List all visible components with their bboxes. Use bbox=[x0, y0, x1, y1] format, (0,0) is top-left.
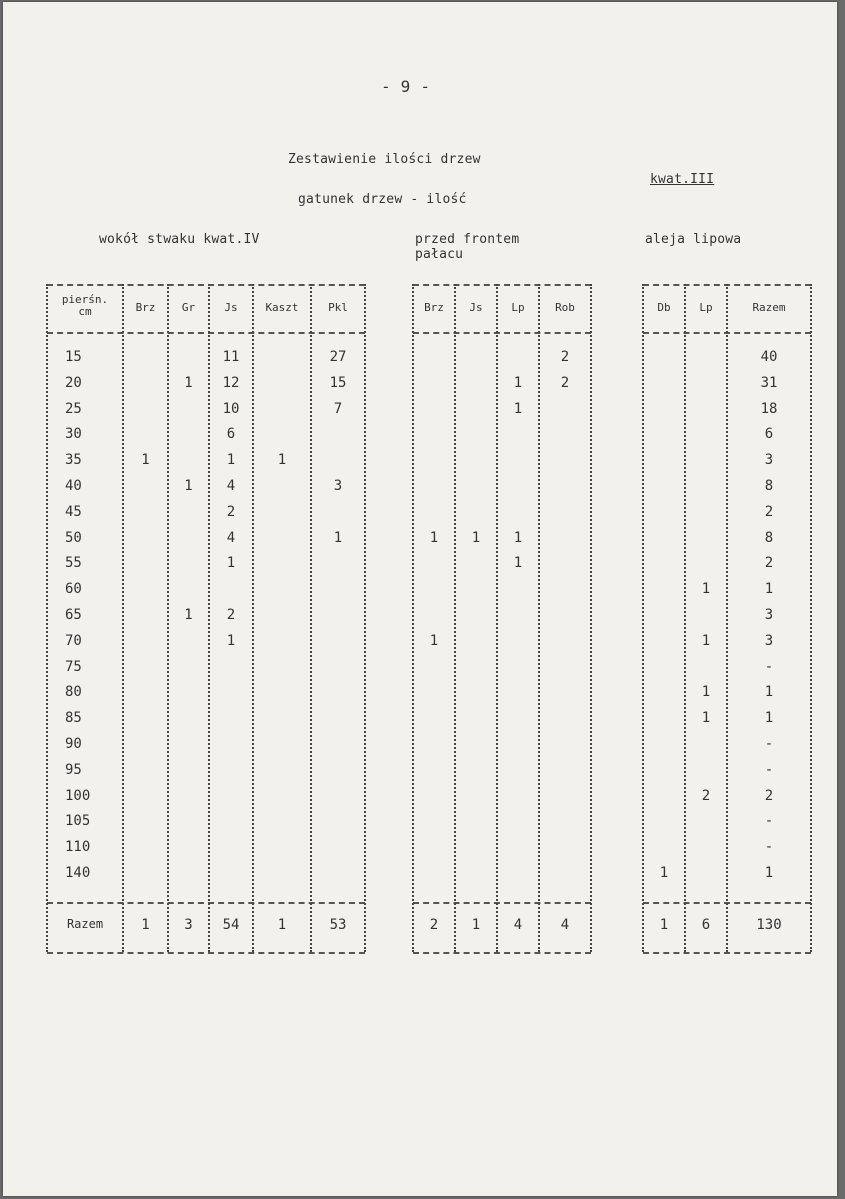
table-cell: 60 bbox=[65, 581, 82, 598]
table-cell: 11 bbox=[222, 349, 240, 365]
document-title: Zestawienie ilości drzew bbox=[288, 152, 481, 167]
column-header: Lp bbox=[511, 301, 525, 314]
table-rule bbox=[47, 902, 365, 904]
total-cell: 1 bbox=[141, 917, 150, 933]
quarter-label: kwat.III bbox=[650, 172, 715, 187]
table-cell: 2 bbox=[560, 349, 570, 365]
table-cell: 1 bbox=[184, 374, 193, 391]
table-cell: 1 bbox=[429, 632, 439, 649]
table-cell: 8 bbox=[764, 529, 774, 546]
table-cell: - bbox=[764, 813, 774, 830]
table-cell: 95 bbox=[65, 761, 82, 778]
table-cell: 1 bbox=[471, 529, 481, 546]
table-cell: 1 bbox=[659, 865, 669, 881]
table-cell: 25 bbox=[65, 400, 82, 417]
table-cell: 4 bbox=[226, 529, 236, 546]
table-cell: 110 bbox=[65, 839, 91, 856]
table-rule bbox=[643, 952, 811, 954]
table-cell: 1 bbox=[141, 452, 150, 469]
total-cell: 4 bbox=[560, 917, 570, 933]
document-page bbox=[3, 2, 837, 1196]
table-cell: 10 bbox=[222, 400, 240, 417]
table-cell: 45 bbox=[65, 503, 82, 520]
table-cell: 55 bbox=[65, 555, 82, 572]
table-cell: 50 bbox=[65, 529, 82, 546]
group-title: wokół stwaku kwat.IV bbox=[99, 232, 260, 247]
total-cell: 1 bbox=[277, 917, 287, 933]
table-rule bbox=[413, 902, 591, 904]
table-cell: 40 bbox=[65, 478, 82, 494]
table-cell: 90 bbox=[65, 736, 82, 752]
table-cell: 1 bbox=[764, 710, 774, 727]
column-header: Kaszt bbox=[265, 301, 299, 314]
table-cell: 35 bbox=[65, 452, 82, 469]
table-cell: 140 bbox=[65, 865, 91, 881]
table-cell: 1 bbox=[513, 555, 523, 572]
table-cell: 15 bbox=[329, 374, 347, 391]
table-cell: 2 bbox=[764, 787, 774, 804]
table-cell: 18 bbox=[760, 400, 778, 417]
document-subtitle: gatunek drzew - ilość bbox=[298, 192, 467, 207]
table-g3 bbox=[643, 284, 811, 952]
table-cell: 3 bbox=[333, 478, 343, 494]
table-rule bbox=[413, 284, 591, 286]
column-header: Pkl bbox=[328, 301, 348, 314]
total-cell: 1 bbox=[659, 917, 669, 933]
total-cell: 3 bbox=[184, 917, 193, 933]
table-cell: 20 bbox=[65, 374, 82, 391]
table-cell: - bbox=[764, 658, 774, 675]
table-cell: 1 bbox=[764, 684, 774, 701]
table-cell: 85 bbox=[65, 710, 82, 727]
table-cell: 65 bbox=[65, 607, 82, 623]
table-cell: 7 bbox=[333, 400, 343, 417]
column-header: Gr bbox=[181, 301, 196, 314]
column-header: pierśn. cm bbox=[61, 293, 109, 318]
table-cell: 2 bbox=[701, 787, 711, 804]
table-cell: - bbox=[764, 761, 774, 778]
column-divider bbox=[684, 284, 686, 952]
table-cell: 1 bbox=[226, 555, 236, 572]
column-header: Db bbox=[657, 301, 671, 314]
table-cell: 1 bbox=[701, 684, 711, 701]
table-cell: 1 bbox=[764, 865, 774, 881]
table-cell: 15 bbox=[65, 349, 82, 365]
table-rule bbox=[47, 284, 365, 286]
column-header: Brz bbox=[135, 301, 156, 314]
table-cell: 1 bbox=[226, 452, 236, 469]
table-cell: 1 bbox=[513, 529, 523, 546]
total-cell: 6 bbox=[701, 917, 711, 933]
table-cell: 1 bbox=[701, 581, 711, 598]
total-cell: 130 bbox=[756, 917, 782, 933]
table-cell: 8 bbox=[764, 478, 774, 494]
table-cell: - bbox=[764, 736, 774, 752]
table-rule bbox=[47, 952, 365, 954]
table-cell: 1 bbox=[429, 529, 439, 546]
total-cell: 2 bbox=[429, 917, 439, 933]
total-cell: 54 bbox=[222, 917, 240, 933]
table-cell: 31 bbox=[760, 374, 778, 391]
table-cell: 2 bbox=[764, 555, 774, 572]
table-cell: 80 bbox=[65, 684, 82, 701]
page-number: - 9 - bbox=[381, 77, 431, 96]
table-cell: 4 bbox=[226, 478, 236, 494]
table-cell: 1 bbox=[184, 478, 193, 494]
table-cell: 2 bbox=[226, 607, 236, 623]
table-cell: 100 bbox=[65, 787, 91, 804]
table-cell: 30 bbox=[65, 426, 82, 443]
table-cell: 70 bbox=[65, 632, 82, 649]
table-cell: 1 bbox=[701, 710, 711, 727]
column-divider bbox=[454, 284, 456, 952]
table-cell: 2 bbox=[764, 503, 774, 520]
table-cell: 3 bbox=[764, 452, 774, 469]
table-cell: 1 bbox=[184, 607, 193, 623]
table-cell: 12 bbox=[222, 374, 240, 391]
group-title: aleja lipowa bbox=[645, 232, 742, 247]
table-cell: 2 bbox=[226, 503, 236, 520]
table-rule bbox=[47, 332, 365, 334]
table-rule bbox=[413, 952, 591, 954]
table-cell: 105 bbox=[65, 813, 91, 830]
group-title: przed frontem pałacu bbox=[415, 232, 520, 262]
table-cell: 1 bbox=[701, 632, 711, 649]
table-cell: 1 bbox=[333, 529, 343, 546]
total-cell: Razem bbox=[66, 917, 104, 931]
column-divider bbox=[412, 284, 414, 952]
table-cell: 1 bbox=[513, 400, 523, 417]
total-cell: 4 bbox=[513, 917, 523, 933]
column-header: Razem bbox=[752, 301, 786, 314]
column-header: Js bbox=[224, 301, 238, 314]
column-divider bbox=[642, 284, 644, 952]
table-cell: 27 bbox=[329, 349, 347, 365]
table-rule bbox=[413, 332, 591, 334]
total-cell: 53 bbox=[329, 917, 347, 933]
table-cell: 3 bbox=[764, 607, 774, 623]
table-cell: 40 bbox=[760, 349, 778, 365]
table-cell: 1 bbox=[513, 374, 523, 391]
column-header: Lp bbox=[699, 301, 713, 314]
table-cell: 2 bbox=[560, 374, 570, 391]
table-g1 bbox=[47, 284, 365, 952]
table-cell: 75 bbox=[65, 658, 82, 675]
table-cell: 1 bbox=[277, 452, 287, 469]
table-cell: 6 bbox=[226, 426, 236, 443]
table-cell: 1 bbox=[764, 581, 774, 598]
table-cell: 1 bbox=[226, 632, 236, 649]
table-g2 bbox=[413, 284, 591, 952]
table-cell: 6 bbox=[764, 426, 774, 443]
total-cell: 1 bbox=[471, 917, 481, 933]
column-header: Rob bbox=[555, 301, 575, 314]
table-cell: 3 bbox=[764, 632, 774, 649]
table-cell: - bbox=[764, 839, 774, 856]
column-header: Js bbox=[469, 301, 483, 314]
column-header: Brz bbox=[424, 301, 444, 314]
